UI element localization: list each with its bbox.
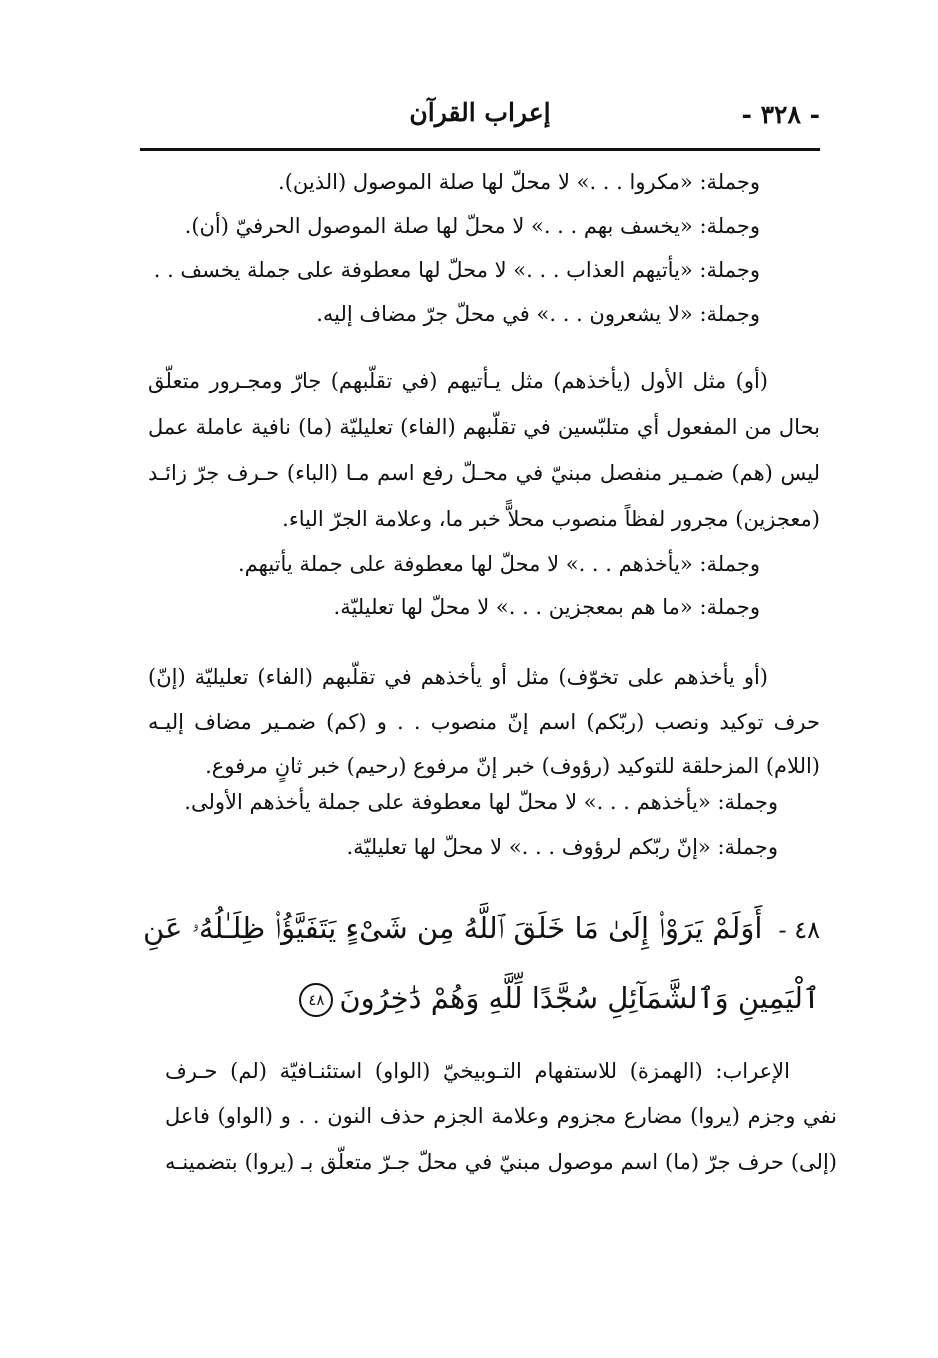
sentence-line: وجملة: «مكروا . . .» لا محلّ لها صلة الموصول (الذين). <box>278 170 760 194</box>
paragraph-line: ليس (هم) ضمـير منفصل مبنيّ في محـلّ رفع اسم مـا (الباء) حـرف جرّ زائـد <box>148 461 820 485</box>
paragraph-block2-body <box>148 408 820 538</box>
verse-line-2 <box>299 963 820 1033</box>
paragraph-line: (إلى) حرف جرّ (ما) اسم موصول مبنيّ في محلّ جـرّ متعلّق بـ (يروا) بتضمينـه <box>165 1150 837 1174</box>
sentence-line: وجملة: «لا يشعرون . . .» في محلّ جرّ مضاف إليه. <box>316 302 760 326</box>
header-rule <box>140 148 820 151</box>
paragraph-block3 <box>148 658 768 696</box>
paragraph-line: بحال من المفعول أي متلبّسين في تقلّبهم (الفاء) تعليليّة (ما) نافية عاملة عمل <box>148 415 820 439</box>
page-header <box>140 92 820 142</box>
sentence-line: وجملة: «يأتيهم العذاب . . .» لا محلّ لها معطوفة على جملة يخسف . . <box>153 258 760 282</box>
ayah-marker: ٤٨ <box>299 983 333 1017</box>
sentence-line: وجملة: «يأخذهم . . .» لا محلّ لها معطوفة على جملة يأتيهم. <box>238 552 760 576</box>
running-title: إعراب القرآن <box>409 98 551 127</box>
sentence-line: وجملة: «إنّ ربّكم لرؤوف . . .» لا محلّ لها تعليليّة. <box>346 835 778 859</box>
verse-number: ٤٨ - <box>778 916 820 944</box>
verse-text: أَوَلَمْ يَرَوْا۟ إِلَىٰ مَا خَلَقَ ٱللَّهُ مِن شَىْءٍ يَتَفَيَّؤُا۟ ظِلَـٰلُهُۥ عَنِ <box>143 911 763 945</box>
page-number: - ٣٢٨ - <box>741 100 820 129</box>
paragraph-block2 <box>148 362 768 400</box>
paragraph-line: نفي وجزم (يروا) مضارع مجزوم وعلامة الجزم حذف النون . . و (الواو) فاعل <box>165 1104 837 1128</box>
verse-text: ٱلْيَمِينِ وَٱلشَّمَآئِلِ سُجَّدًا لِّلَّهِ وَهُمْ دَٰخِرُونَ <box>339 981 820 1015</box>
sentence-line: وجملة: «يأخذهم . . .» لا محلّ لها معطوفة على جملة يأخذهم الأولى. <box>184 790 778 814</box>
paragraph-line: (معجزين) مجرور لفظاً منصوب محلاًّ خبر ما، وعلامة الجرّ الياء. <box>282 507 820 531</box>
paragraph-block3-body <box>148 703 820 785</box>
verse-line-1 <box>143 893 820 965</box>
sentence-line: وجملة: «يخسف بهم . . .» لا محلّ لها صلة الموصول الحرفيّ (أن). <box>184 214 760 238</box>
paragraph-line: (اللام) المزحلقة للتوكيد (رؤوف) خبر إنّ مرفوع (رحيم) خبر ثانٍ مرفوع. <box>205 754 820 778</box>
irab-body <box>165 1097 837 1181</box>
paragraph-line: الإعراب: (الهمزة) للاستفهام التـوبيخيّ (الواو) استئنـافيّة (لم) حـرف <box>165 1059 790 1083</box>
paragraph-line: حرف توكيد ونصب (ربّكم) اسم إنّ منصوب . . و (كم) ضمـير مضاف إليـه <box>148 710 820 734</box>
sentence-line: وجملة: «ما هم بمعجزين . . .» لا محلّ لها تعليليّة. <box>333 595 760 619</box>
paragraph-line: (أو يأخذهم على تخوّف) مثل أو يأخذهم في تقلّبهم (الفاء) تعليليّة (إنّ) <box>148 665 768 689</box>
irab-first-line <box>165 1052 790 1090</box>
paragraph-line: (أو) مثل الأول (يأخذهم) مثل يـأتيهم (في تقلّبهم) جارّ ومجـرور متعلّق <box>148 369 768 393</box>
